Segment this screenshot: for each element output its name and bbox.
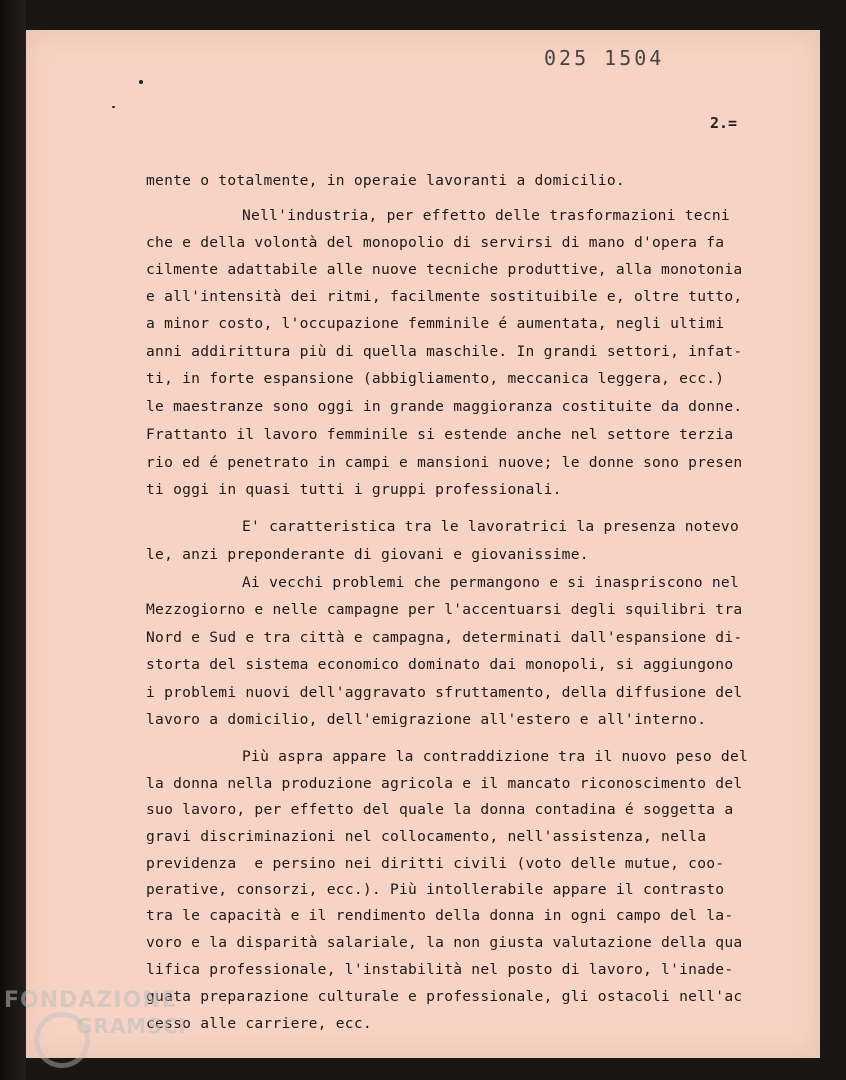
text-line: voro e la disparità salariale, la non giusta valutazione della qua [146, 934, 743, 951]
text-line: Nord e Sud e tra città e campagna, determinati dall'espansione di- [146, 629, 743, 646]
watermark-text: GRAMSCI [76, 1014, 187, 1038]
text-line: guata preparazione culturale e professionale, gli ostacoli nell'ac [146, 988, 743, 1005]
text-line: Più aspra appare la contraddizione tra il nuovo peso del [242, 748, 749, 765]
scan-edge [0, 0, 26, 1080]
text-line: le, anzi preponderante di giovani e giovanissime. [146, 546, 589, 563]
page-number: 2.= [710, 114, 738, 132]
text-line: storta del sistema economico dominato dai monopoli, si aggiungono [146, 656, 734, 673]
text-line: rio ed é penetrato in campi e mansioni nuove; le donne sono presen [146, 454, 743, 471]
text-line: che e della volontà del monopolio di servirsi di mano d'opera fa [146, 234, 725, 251]
text-line: anni addirittura più di quella maschile. In grandi settori, infat- [146, 343, 743, 360]
text-line: la donna nella produzione agricola e il mancato riconoscimento del [146, 775, 743, 792]
text-line: lavoro a domicilio, dell'emigrazione all'estero e all'interno. [146, 711, 707, 728]
text-line: ti, in forte espansione (abbigliamento, meccanica leggera, ecc.) [146, 370, 725, 387]
ink-speck [112, 106, 115, 108]
text-line: Nell'industria, per effetto delle trasformazioni tecni [242, 207, 730, 224]
text-line: gravi discriminazioni nel collocamento, nell'assistenza, nella [146, 828, 707, 845]
text-line: lifica professionale, l'instabilità nel posto di lavoro, l'inade- [146, 961, 734, 978]
text-line: Ai vecchi problemi che permangono e si inaspriscono nel [242, 574, 739, 591]
archive-stamp-number: 025 1504 [544, 46, 665, 70]
text-line: E' caratteristica tra le lavoratrici la presenza notevo [242, 518, 739, 535]
text-line: i problemi nuovi dell'aggravato sfruttamento, della diffusione del [146, 684, 743, 701]
text-line: previdenza e persino nei diritti civili (voto delle mutue, coo- [146, 855, 725, 872]
text-line: perative, consorzi, ecc.). Più intollerabile appare il contrasto [146, 881, 725, 898]
watermark-text: FONDAZIONE [4, 988, 178, 1013]
text-line: ti oggi in quasi tutti i gruppi professionali. [146, 481, 562, 498]
text-line: le maestranze sono oggi in grande maggioranza costituite da donne. [146, 398, 743, 415]
text-line: mente o totalmente, in operaie lavoranti a domicilio. [146, 172, 625, 189]
text-line: tra le capacità e il rendimento della donna in ogni campo del la- [146, 907, 734, 924]
ink-speck [139, 80, 143, 84]
text-line: cesso alle carriere, ecc. [146, 1015, 372, 1032]
text-line: e all'intensità dei ritmi, facilmente sostituibile e, oltre tutto, [146, 288, 743, 305]
text-line: Frattanto il lavoro femminile si estende anche nel settore terzia [146, 426, 734, 443]
text-line: cilmente adattabile alle nuove tecniche produttive, alla monotonia [146, 261, 743, 278]
text-line: Mezzogiorno e nelle campagne per l'accentuarsi degli squilibri tra [146, 601, 743, 618]
text-line: a minor costo, l'occupazione femminile é aumentata, negli ultimi [146, 315, 725, 332]
text-line: suo lavoro, per effetto del quale la donna contadina é soggetta a [146, 801, 734, 818]
